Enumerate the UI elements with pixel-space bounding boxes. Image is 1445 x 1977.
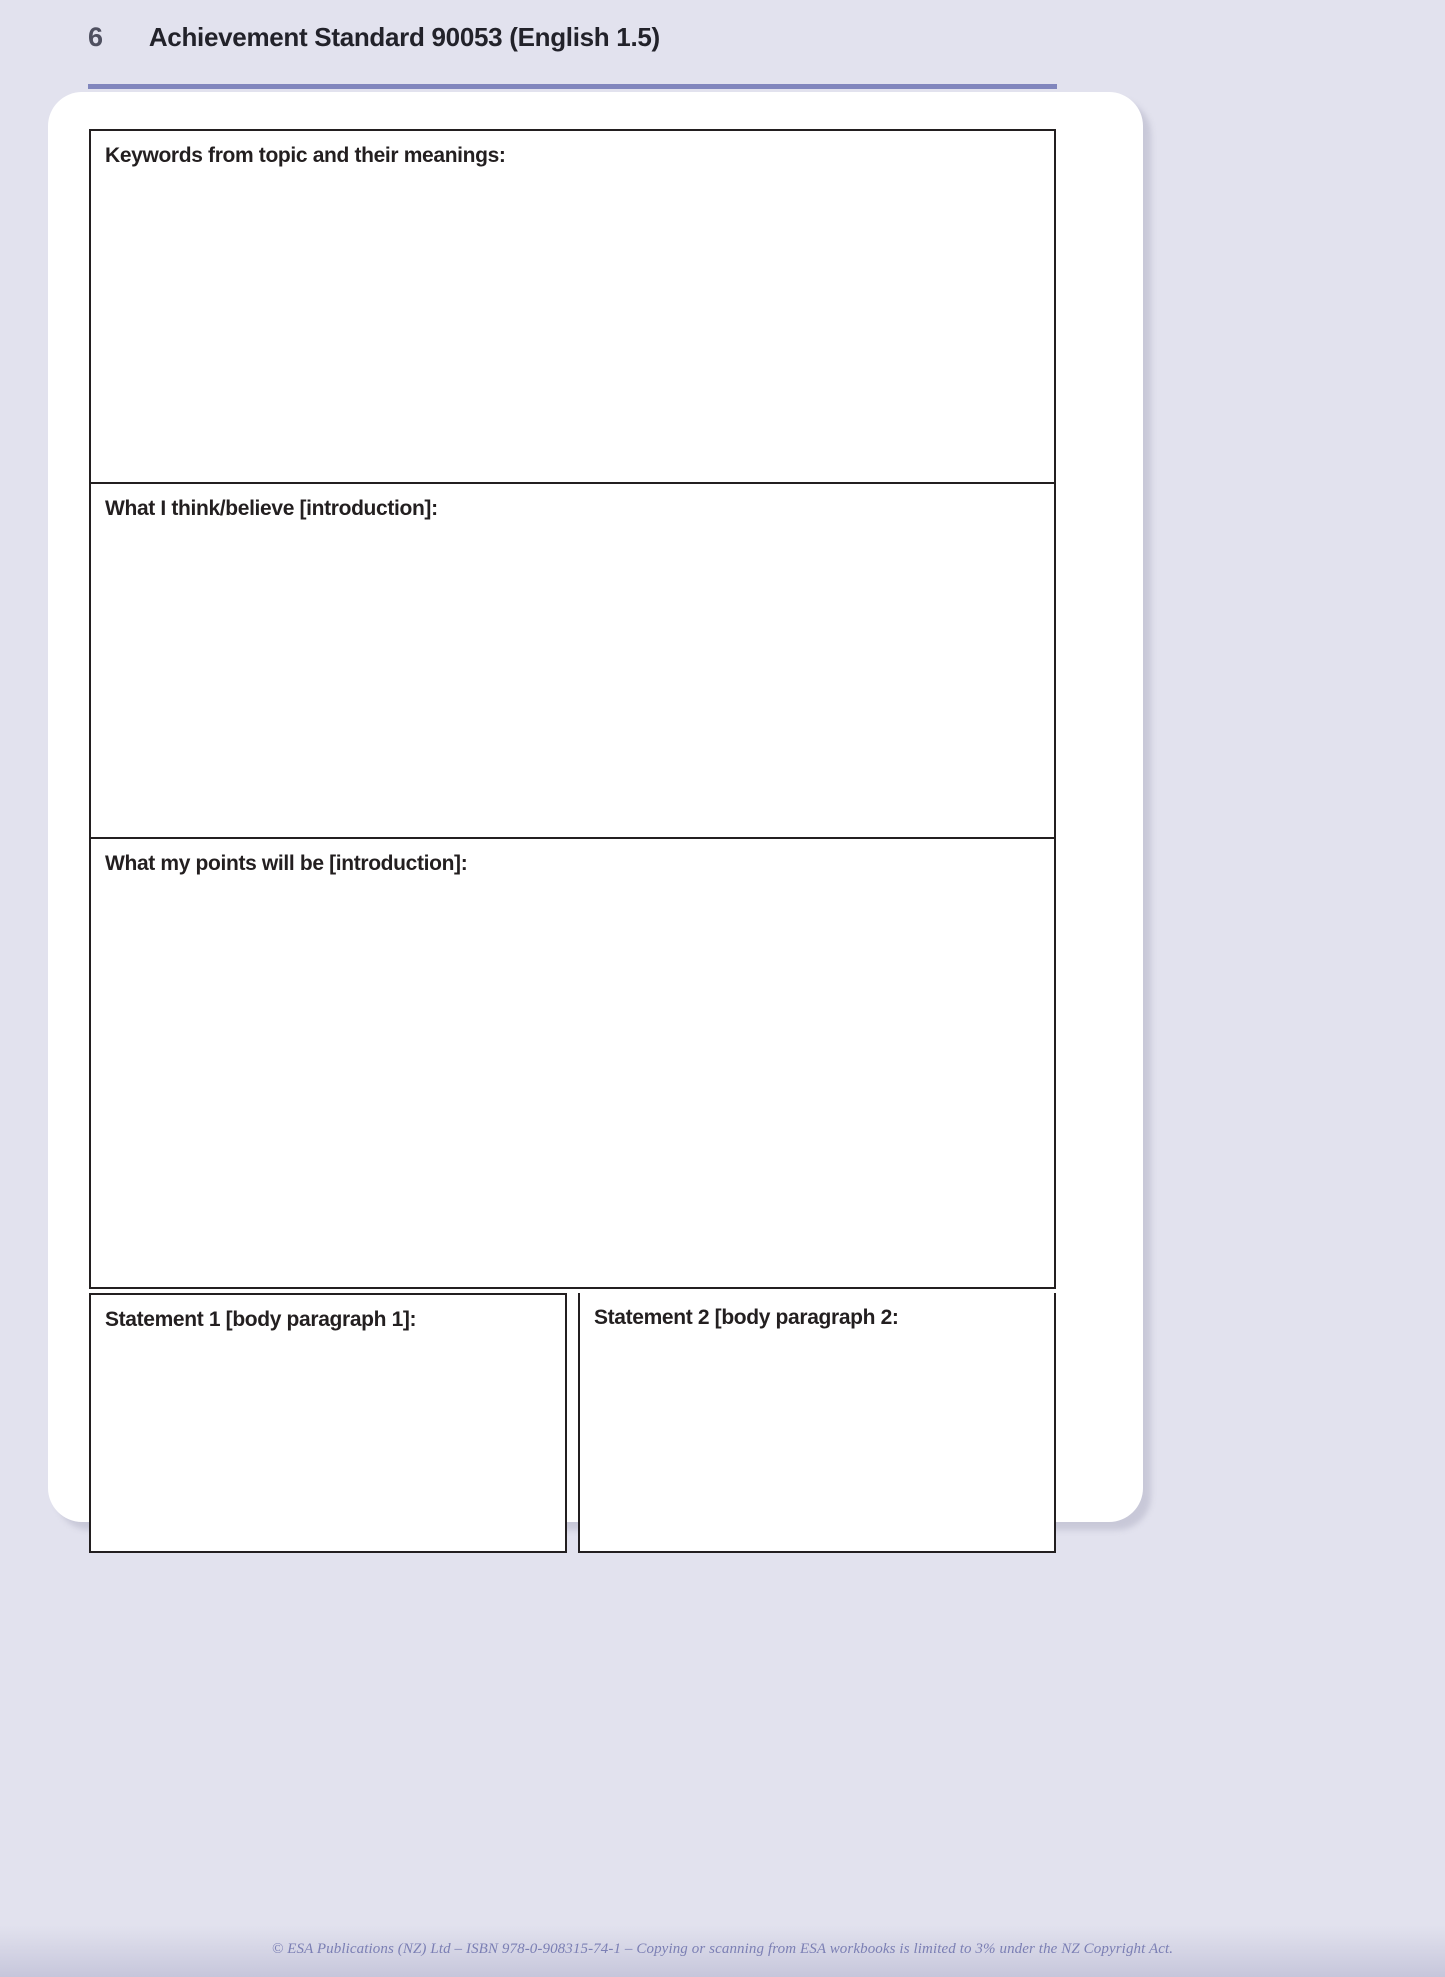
page-header: [0, 0, 1445, 86]
footer-copyright: © ESA Publications (NZ) Ltd – ISBN 978-0-908315-74-1 – Copying or scanning from ESA workbooks is limited to 3% under the NZ Copyright Act.: [271, 1941, 1174, 1957]
section-keywords[interactable]: [89, 129, 1056, 484]
page-title: Achievement Standard 90053 (English 1.5): [148, 22, 660, 52]
worksheet-section-stack: [89, 129, 1056, 1289]
section-keywords-label: Keywords from topic and their meanings:: [105, 144, 506, 167]
section-my-points-label: What my points will be [introduction]:: [105, 852, 468, 875]
page-footer: [0, 1925, 1445, 1977]
section-statement-1-label: Statement 1 [body paragraph 1]:: [105, 1308, 417, 1331]
section-what-i-think[interactable]: [89, 484, 1056, 839]
section-my-points[interactable]: [89, 839, 1056, 1289]
page-number: 6: [88, 22, 103, 52]
section-what-i-think-label: What I think/believe [introduction]:: [105, 497, 438, 520]
section-statement-1[interactable]: [89, 1293, 567, 1553]
header-divider-rule: [88, 84, 1057, 89]
statement-row: [89, 1293, 1056, 1553]
section-statement-2[interactable]: [578, 1293, 1056, 1553]
section-statement-2-label: Statement 2 [body paragraph 2:: [594, 1306, 899, 1329]
header-row: [88, 22, 660, 53]
